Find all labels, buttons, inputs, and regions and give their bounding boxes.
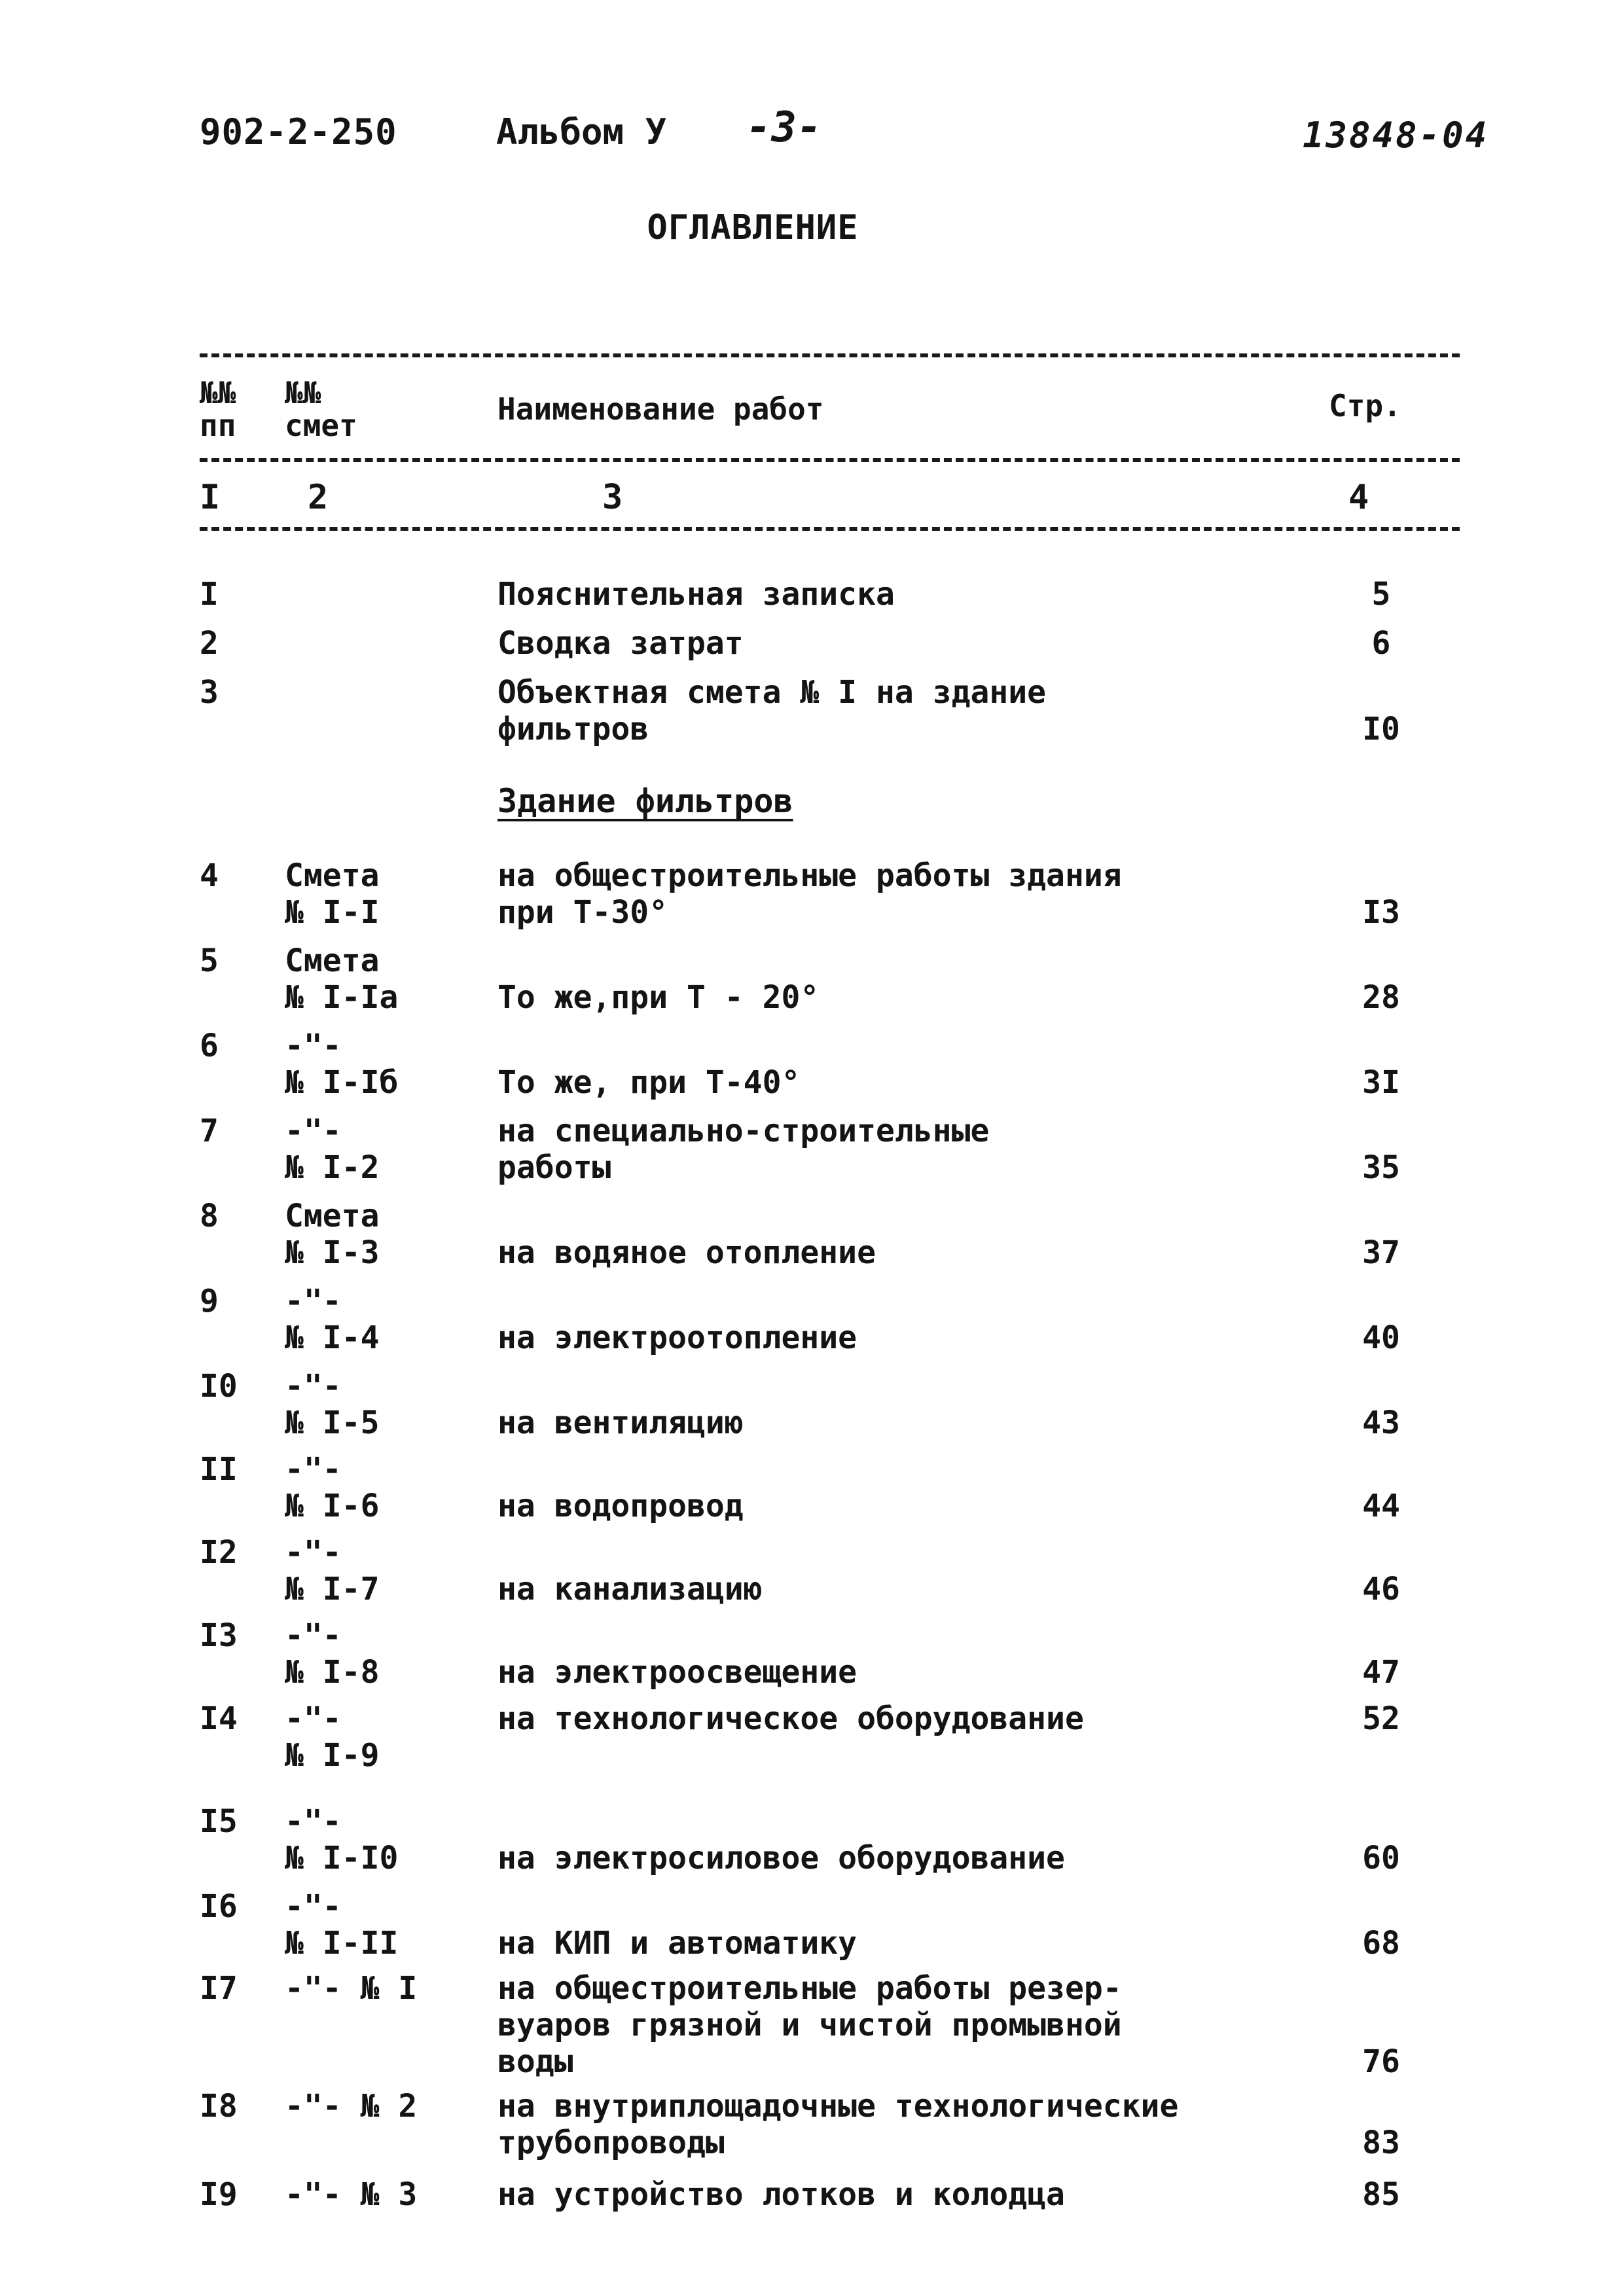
work-name: Сводка затрат <box>497 625 744 662</box>
row-number: 8 <box>200 1198 219 1234</box>
page-ref: 40 <box>1362 1319 1400 1356</box>
page-ref: 52 <box>1362 1700 1400 1737</box>
row-number: I9 <box>200 2176 238 2213</box>
work-name: на общестроительные работы здания при Т-30° <box>497 857 1122 931</box>
column-number: I <box>200 478 221 517</box>
column-number: 4 <box>1348 478 1369 517</box>
column-header-name: Наименование работ <box>497 391 824 427</box>
page-ref: 43 <box>1362 1405 1400 1441</box>
row-number: I0 <box>200 1368 238 1405</box>
page-ref: 85 <box>1362 2176 1400 2213</box>
page-ref: 35 <box>1362 1149 1400 1186</box>
estimate-ref: -"- № 2 <box>285 2088 418 2125</box>
page-ref: 37 <box>1362 1234 1400 1271</box>
work-name: Пояснительная записка <box>497 576 895 613</box>
column-number: 2 <box>308 478 329 517</box>
work-name: на канализацию <box>497 1571 763 1607</box>
column-header-num: №№ пп <box>200 375 236 443</box>
row-number: I7 <box>200 1970 238 2007</box>
row-number: I2 <box>200 1534 238 1571</box>
row-number: I6 <box>200 1888 238 1925</box>
estimate-ref: Смета № I-Iа <box>285 942 399 1016</box>
work-name: на вентиляцию <box>497 1405 744 1441</box>
estimate-ref: -"- № I-Iб <box>285 1028 399 1101</box>
album-label: Альбом У <box>496 111 667 152</box>
column-header-page: Стр. <box>1329 388 1401 423</box>
page-ref: 3I <box>1362 1064 1400 1101</box>
row-number: I <box>200 576 219 613</box>
table-head-rule <box>200 458 1460 462</box>
column-number: 3 <box>602 478 623 517</box>
estimate-ref: -"- № I <box>285 1970 418 2007</box>
inventory-number: 13848-04 <box>1303 115 1489 156</box>
estimate-ref: Смета № I-3 <box>285 1198 380 1271</box>
row-number: 2 <box>200 625 219 662</box>
work-name: на технологическое оборудование <box>497 1700 1084 1737</box>
section-title: Здание фильтров <box>497 782 793 820</box>
estimate-ref: Смета № I-I <box>285 857 380 931</box>
row-number: 7 <box>200 1113 219 1149</box>
work-name: на общестроительные работы резер- вуаров грязной и чистой промывной воды <box>497 1970 1122 2080</box>
estimate-ref: -"- № I-8 <box>285 1617 380 1691</box>
table-number-rule <box>200 527 1460 531</box>
row-number: 6 <box>200 1028 219 1064</box>
estimate-ref: -"- № I-I0 <box>285 1803 399 1876</box>
page-ref: 6 <box>1371 625 1391 662</box>
estimate-ref: -"- № 3 <box>285 2176 418 2213</box>
table-top-rule <box>200 353 1460 357</box>
page-ref: 47 <box>1362 1654 1400 1691</box>
work-name: То же,при Т - 20° <box>497 979 820 1016</box>
work-name: на водопровод <box>497 1488 744 1524</box>
page-ref: I3 <box>1362 894 1400 931</box>
estimate-ref: -"- № I-7 <box>285 1534 380 1607</box>
column-header-smet: №№ смет <box>285 375 357 443</box>
page-ref: 76 <box>1362 2043 1400 2080</box>
work-name: на водяное отопление <box>497 1234 876 1271</box>
row-number: 3 <box>200 674 219 711</box>
project-code: 902-2-250 <box>200 111 397 152</box>
row-number: 4 <box>200 857 219 894</box>
work-name: на электроотопление <box>497 1319 857 1356</box>
work-name: на устройство лотков и колодца <box>497 2176 1065 2213</box>
page-ref: 46 <box>1362 1571 1400 1607</box>
page-ref: 60 <box>1362 1840 1400 1876</box>
page-ref: I0 <box>1362 711 1400 747</box>
estimate-ref: -"- № I-II <box>285 1888 399 1962</box>
row-number: 5 <box>200 942 219 979</box>
page-ref: 44 <box>1362 1488 1400 1524</box>
estimate-ref: -"- № I-9 <box>285 1700 380 1774</box>
row-number: I3 <box>200 1617 238 1654</box>
row-number: I4 <box>200 1700 238 1737</box>
estimate-ref: -"- № I-5 <box>285 1368 380 1441</box>
work-name: на специально-строительные работы <box>497 1113 990 1186</box>
work-name: на внутриплощадочные технологические трубопроводы <box>497 2088 1179 2161</box>
row-number: I8 <box>200 2088 238 2125</box>
page-ref: 83 <box>1362 2125 1400 2161</box>
row-number: II <box>200 1451 238 1488</box>
row-number: I5 <box>200 1803 238 1840</box>
page-title: ОГЛАВЛЕНИЕ <box>647 208 859 247</box>
estimate-ref: -"- № I-6 <box>285 1451 380 1524</box>
page-ref: 5 <box>1371 576 1391 613</box>
page-ref: 28 <box>1362 979 1400 1016</box>
page-number: -3- <box>746 103 822 152</box>
row-number: 9 <box>200 1283 219 1319</box>
work-name: на электроосвещение <box>497 1654 857 1691</box>
work-name: То же, при Т-40° <box>497 1064 801 1101</box>
work-name: на КИП и автоматику <box>497 1925 857 1962</box>
estimate-ref: -"- № I-2 <box>285 1113 380 1186</box>
work-name: на электросиловое оборудование <box>497 1840 1065 1876</box>
page-ref: 68 <box>1362 1925 1400 1962</box>
work-name: Объектная смета № I на здание фильтров <box>497 674 1047 747</box>
estimate-ref: -"- № I-4 <box>285 1283 380 1356</box>
